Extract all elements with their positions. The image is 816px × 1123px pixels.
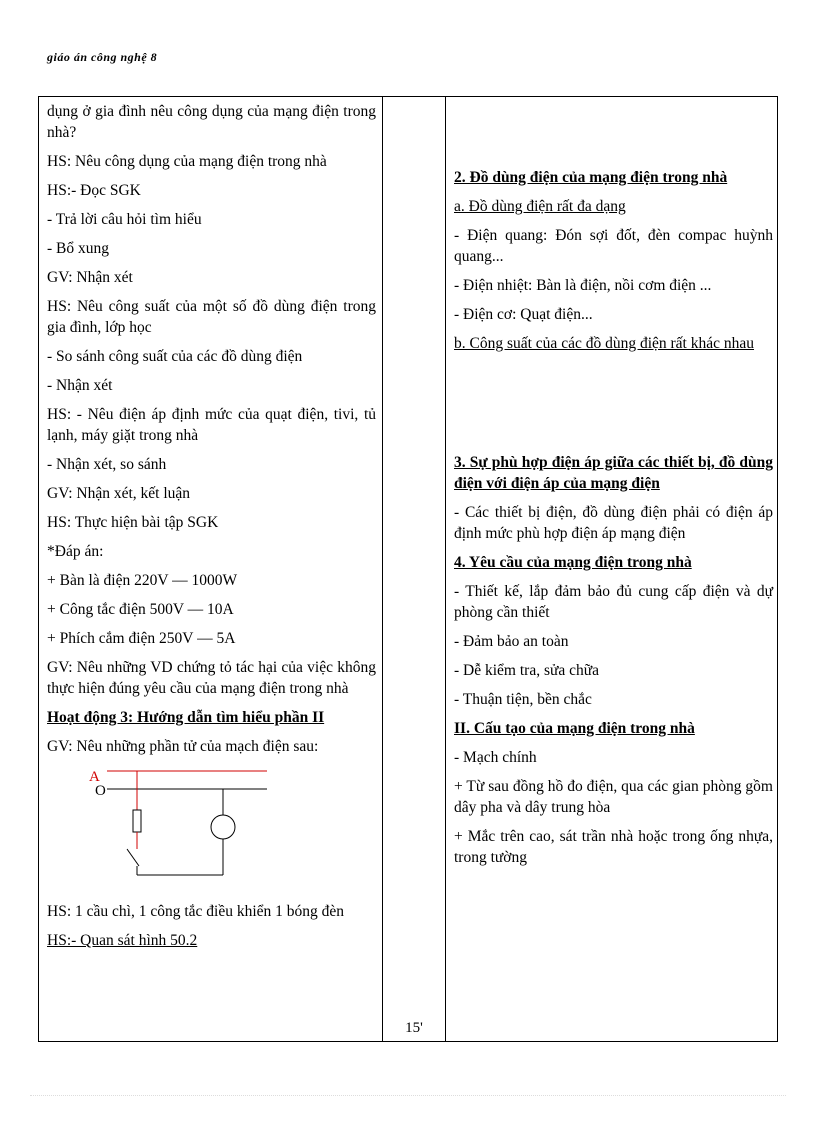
text-line: - Thiết kế, lắp đảm bảo đủ cung cấp điện và dự phòng cần thiết — [454, 583, 773, 621]
text-line: + Phích cắm điện 250V — 5A — [47, 630, 236, 647]
section-heading: 4. Yêu cầu của mạng điện trong nhà — [454, 554, 692, 571]
text-line: HS: 1 cầu chì, 1 công tắc điều khiển 1 bóng đèn — [47, 903, 345, 920]
text-line: - Điện nhiệt: Bàn là điện, nồi cơm điện ... — [454, 277, 712, 294]
page-header: giáo án công nghệ 8 — [47, 50, 158, 64]
time-value: 15' — [405, 1020, 423, 1036]
text-line: GV: Nhận xét — [47, 269, 133, 286]
text-line: - Đảm bảo an toàn — [454, 633, 569, 650]
time-column — [383, 97, 446, 1041]
text-line: - Nhận xét — [47, 377, 113, 394]
text-line: - Bổ xung — [47, 240, 109, 257]
section-heading: II. Cấu tạo của mạng điện trong nhà — [454, 720, 695, 737]
text-line: - Điện cơ: Quạt điện... — [454, 306, 593, 323]
text-line: - Mạch chính — [454, 749, 537, 766]
text-line: - Điện quang: Đón sợi đốt, đèn compac huỳnh quang... — [454, 227, 773, 265]
text-line: - Thuận tiện, bền chắc — [454, 691, 592, 708]
text-line: HS:- Quan sát hình 50.2 — [47, 932, 198, 949]
text-line: - So sánh công suất của các đồ dùng điện — [47, 348, 303, 365]
activity-heading: Hoạt động 3: Hướng dẫn tìm hiểu phần II — [47, 709, 325, 726]
lamp-symbol — [211, 815, 235, 839]
text-line: - Nhận xét, so sánh — [47, 456, 167, 473]
text-line: dụng ở gia đình nêu công dụng của mạng điện trong nhà? — [47, 103, 376, 141]
section-heading: 3. Sự phù hợp điện áp giữa các thiết bị, đồ dùng điện với điện áp của mạng điện — [454, 454, 773, 492]
activities-column — [39, 97, 383, 1041]
text-line: GV: Nêu những VD chứng tỏ tác hại của việc không thực hiện đúng yêu cầu của mạng điện trong nhà — [47, 659, 376, 697]
text-line: GV: Nêu những phần tử của mạch điện sau: — [47, 738, 319, 755]
text-line: + Bàn là điện 220V — 1000W — [47, 572, 238, 589]
text-line: HS: Thực hiện bài tập SGK — [47, 514, 219, 531]
text-line: GV: Nhận xét, kết luận — [47, 485, 191, 502]
lesson-table — [38, 96, 778, 1042]
label-o: O — [95, 783, 106, 799]
text-line: - Các thiết bị điện, đồ dùng điện phải có điện áp định mức phù hợp điện áp mạng điện — [454, 504, 773, 542]
text-line: - Dễ kiểm tra, sửa chữa — [454, 662, 600, 679]
text-line: + Từ sau đồng hồ đo điện, qua các gian phòng gồm dây pha và dây trung hòa — [454, 778, 773, 816]
content-column — [446, 97, 779, 1041]
text-line: + Công tắc điện 500V — 10A — [47, 601, 234, 618]
text-line: + Mắc trên cao, sát trần nhà hoặc trong ống nhựa, trong tường — [454, 828, 773, 866]
circuit-diagram — [47, 765, 376, 895]
subheading: a. Đồ dùng điện rất đa dạng — [454, 198, 626, 215]
text-line: - Trả lời câu hỏi tìm hiểu — [47, 211, 202, 228]
text-line: HS:- Đọc SGK — [47, 182, 141, 199]
text-line: HS: Nêu công suất của một số đồ dùng điện trong gia đình, lớp học — [47, 298, 376, 336]
fuse-symbol — [133, 810, 141, 832]
text-line: HS: Nêu công dụng của mạng điện trong nhà — [47, 153, 327, 170]
subheading: b. Công suất của các đồ dùng điện rất khác nhau — [454, 335, 755, 352]
text-line: *Đáp án: — [47, 543, 104, 560]
section-heading: 2. Đồ dùng điện của mạng điện trong nhà — [454, 169, 728, 186]
label-a: A — [89, 769, 100, 785]
page-footer-divider — [30, 1095, 786, 1096]
switch-symbol — [127, 849, 139, 866]
text-line: HS: - Nêu điện áp định mức của quạt điện, tivi, tủ lạnh, máy giặt trong nhà — [47, 406, 376, 444]
